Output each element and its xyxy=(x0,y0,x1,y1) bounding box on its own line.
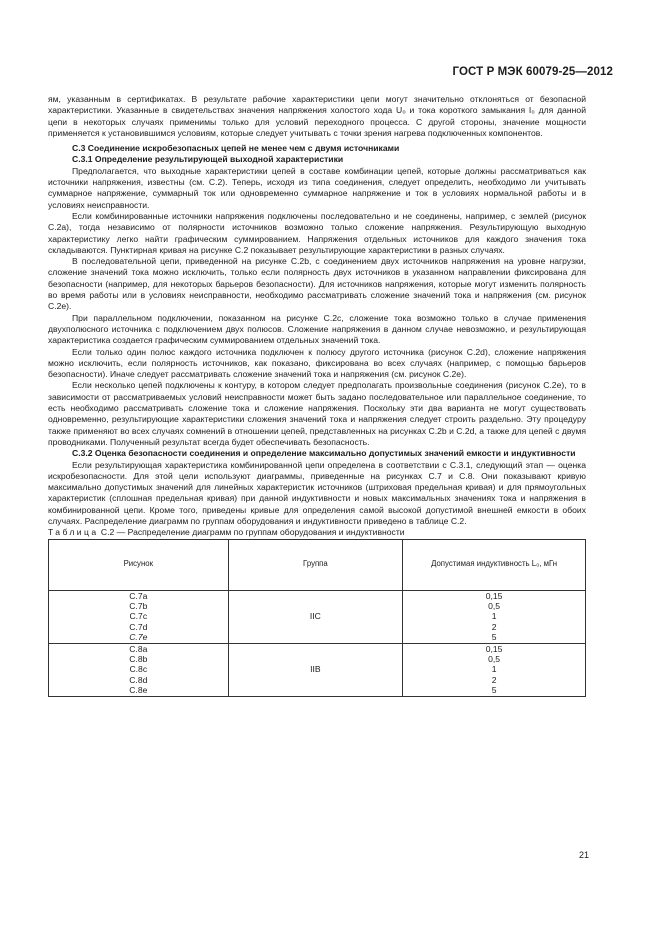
figure-ref: С.7d xyxy=(129,621,148,632)
paragraph: Если только один полюс каждого источника подключен к полюсу другого источника (рисунок С.2d), сложение напряжения можно исключить, если полярность источников, как показано, фиксирована во всех случаях (например, с помощью барьеров безопасности). Иначе следует рассматривать сложение значений тока и напряжения (см. рисунок С.2е). xyxy=(48,346,586,380)
inductance-value: 1 xyxy=(491,611,497,622)
document-body xyxy=(48,94,586,697)
figure-ref: С.8d xyxy=(129,674,148,685)
cell-inductances xyxy=(403,590,586,643)
inductance-value: 0,5 xyxy=(488,654,501,665)
column-header-inductance: Допустимая индуктивность L₀, мГн xyxy=(403,539,586,590)
table-row-iic xyxy=(49,590,586,643)
figure-ref: С.7b xyxy=(129,600,148,611)
paragraph: Если несколько цепей подключены к контуру, в котором следует предполагать произвольные соединения (рисунок С.2е), то в зависимости от рассматриваемых условий неисправности может быть задано последовательное или параллельное соединение, то есть необходимо рассматривать сложение тока и сложение напряжения. Поскольку эти два варианта не могут существовать одновременно, результирующие характеристики сложения значений тока и напряжения следует строить раздельно. Эту процедуру также применяют во всех случаях сомнений в отношении цепей, представленных на рисунках С.2b и С.2d, а также для цепей с двумя проводниками. Полученный результат всегда будет обеспечивать безопасность. xyxy=(48,380,586,447)
figure-ref: С.7с xyxy=(129,611,148,622)
inductance-value: 0,15 xyxy=(485,590,503,601)
page-number: 21 xyxy=(578,850,589,860)
inductance-value: 2 xyxy=(491,674,497,685)
paragraph: Если результирующая характеристика комбинированной цепи определена в соответствии с С.3.1, следующий этап — оценка искробезопасности. Для этой цели используют диаграммы, приведенные на рисунках С.7 и С.8. Они показывают кривую максимально допустимых значений для линейных характеристик источников (штриховая предельная кривая) и для прямоугольных характеристик (сплошная предельная кривая) при данной индуктивности и новых максимальных значениях тока и напряжения в комбинированной цепи. Кроме того, приведены кривые для определения самой высокой допустимой внешней емкости в обоих случаях. Распределение диаграмм по группам оборудования и индуктивности приведено в таблице С.2. xyxy=(48,459,586,526)
inductance-value: 0,15 xyxy=(485,643,503,654)
table-caption-text: С.2 — Распределение диаграмм по группам оборудования и индуктивности xyxy=(100,527,405,538)
diagram-distribution-table xyxy=(48,539,586,697)
figure-ref: С.7а xyxy=(129,590,148,601)
column-header-figure: Рисунок xyxy=(49,539,229,590)
inductance-value: 5 xyxy=(491,685,497,696)
inductance-value: 0,5 xyxy=(488,600,501,611)
cell-group: IIC xyxy=(228,590,403,643)
figure-ref: С.8е xyxy=(129,685,148,696)
figure-ref: С.8с xyxy=(129,664,148,675)
table-header-row xyxy=(49,539,586,590)
cell-figures xyxy=(49,643,229,696)
figure-ref: С.8b xyxy=(129,654,148,665)
section-heading-c32: С.3.2 Оценка безопасности соединения и определение максимально допустимых значений емкости и индуктивности xyxy=(72,448,576,459)
figure-ref: С.8а xyxy=(129,643,148,654)
cell-inductances xyxy=(403,643,586,696)
figure-ref: С.7е xyxy=(129,632,148,643)
table-caption-word: Таблица xyxy=(48,527,99,538)
inductance-value: 5 xyxy=(491,632,497,643)
column-header-group: Группа xyxy=(228,539,403,590)
cell-group: IIB xyxy=(228,643,403,696)
paragraph-continuation: ям, указанным в сертификатах. В результате рабочие характеристики цепи могут значительно отклоняться от безопасной характеристики. Указанные в свидетельствах значения напряжения холостого хода U₀ и тока короткого замыкания I₀ для данной цепи в некоторых случаях применимы только для условий переходного процесса. С другой стороны, значение мощности применяется к установившимся условиям, которые следует учитывать с точки зрения нагрева подключенных компонентов. xyxy=(48,94,586,138)
table-caption xyxy=(48,527,586,538)
cell-figures xyxy=(49,590,229,643)
paragraph: При параллельном подключении, показанном на рисунке С.2с, сложение тока возможно только в случае применения двухполюсного источника с подключением двух полюсов. Сложение напряжения в данном случае невозможно, и результирующая характеристика создается графическим суммированием отдельных значений тока. xyxy=(48,312,586,346)
inductance-value: 2 xyxy=(491,621,497,632)
paragraph: Если комбинированные источники напряжения подключены последовательно и не соединены, например, с землей (рисунок С.2а), тогда независимо от полярности источников возможно только сложение напряжения. Результирующую выходную характеристику легко найти графическим суммированием. Напряжения отдельных источников для каждого значения тока складываются. Пунктирная кривая на рисунке С.2 показывает результирующие характеристики в разных случаях. xyxy=(48,210,586,255)
section-heading-c3: С.3 Соединение искробезопасных цепей не менее чем с двумя источниками xyxy=(72,143,400,154)
paragraph: В последовательной цепи, приведенной на рисунке С.2b, с соединением двух источников напряжения на уровне нагрузки, сложение значений тока можно исключить, только если полярность двух источников в указанном направлении фиксирована для безопасности (например, для некоторых барьеров безопасности). Для источников напряжения, которые могут изменить полярность во время работы или в условиях неисправности, необходимо рассматривать сложение значений тока и напряжения (см. рисунок С.2е). xyxy=(48,256,586,312)
section-heading-c31: С.3.1 Определение результирующей выходной характеристики xyxy=(72,154,344,165)
inductance-value: 1 xyxy=(491,664,497,675)
table-row-iib xyxy=(49,643,586,696)
standard-header: ГОСТ Р МЭК 60079-25—2012 xyxy=(452,66,613,78)
paragraph: Предполагается, что выходные характеристики цепей в составе комбинации цепей, которые должны рассматриваться как источники напряжения, известны (см. С.2). Теперь, исходя из типа соединения, следует определить, необходимо ли учитывать суммарное напряжение, суммарный ток или одновременно суммарное напряжение и ток в условиях нормальной работы и в условиях неисправности. xyxy=(48,165,586,210)
